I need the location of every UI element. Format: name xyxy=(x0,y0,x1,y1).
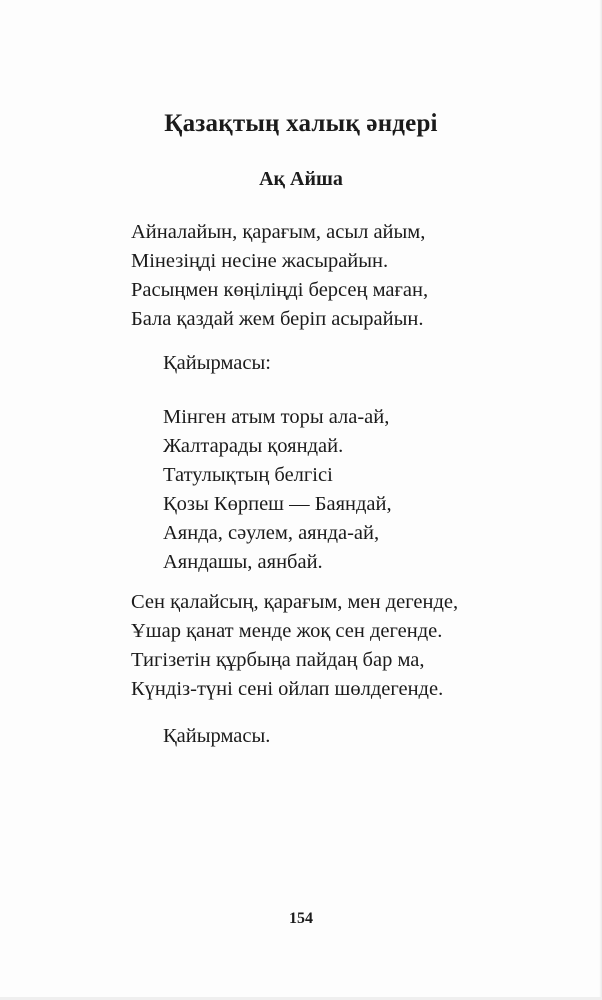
chorus-line: Аянда, сәулем, аянда-ай, xyxy=(163,522,380,544)
verse-line: Бала қаздай жем беріп асырайын. xyxy=(131,308,424,330)
verse-line: Расыңмен көңіліңді берсең маған, xyxy=(131,279,429,301)
chorus-line: Аяндашы, аянбай. xyxy=(163,551,323,573)
chorus-line: Жалтарады қояндай. xyxy=(163,435,344,457)
chorus-line: Татулықтың белгісі xyxy=(163,464,333,486)
chorus xyxy=(163,403,392,577)
verse-1 xyxy=(131,218,428,334)
verse-line: Сен қалайсың, қарағым, мен дегенде, xyxy=(131,591,459,613)
book-title: Қазақтың халық әндері xyxy=(164,110,438,137)
chorus-label: Қайырмасы: xyxy=(163,352,271,374)
verse-line: Мінезіңді несіне жасырайын. xyxy=(131,250,389,272)
song-title: Ақ Айша xyxy=(259,168,343,190)
chorus-line: Қозы Көрпеш — Баяндай, xyxy=(163,493,392,515)
verse-line: Айналайын, қарағым, асыл айым, xyxy=(131,221,426,243)
chorus-label: Қайырмасы. xyxy=(163,725,271,747)
verse-line: Күндіз-түні сені ойлап шөлдегенде. xyxy=(131,678,444,700)
page-number: 154 xyxy=(289,910,313,927)
verse-line: Тигізетін құрбыңа пайдаң бар ма, xyxy=(131,649,425,671)
verse-2 xyxy=(131,588,458,704)
verse-line: Ұшар қанат менде жоқ сен дегенде. xyxy=(131,620,443,642)
chorus-line: Мінген атым торы ала-ай, xyxy=(163,406,390,428)
